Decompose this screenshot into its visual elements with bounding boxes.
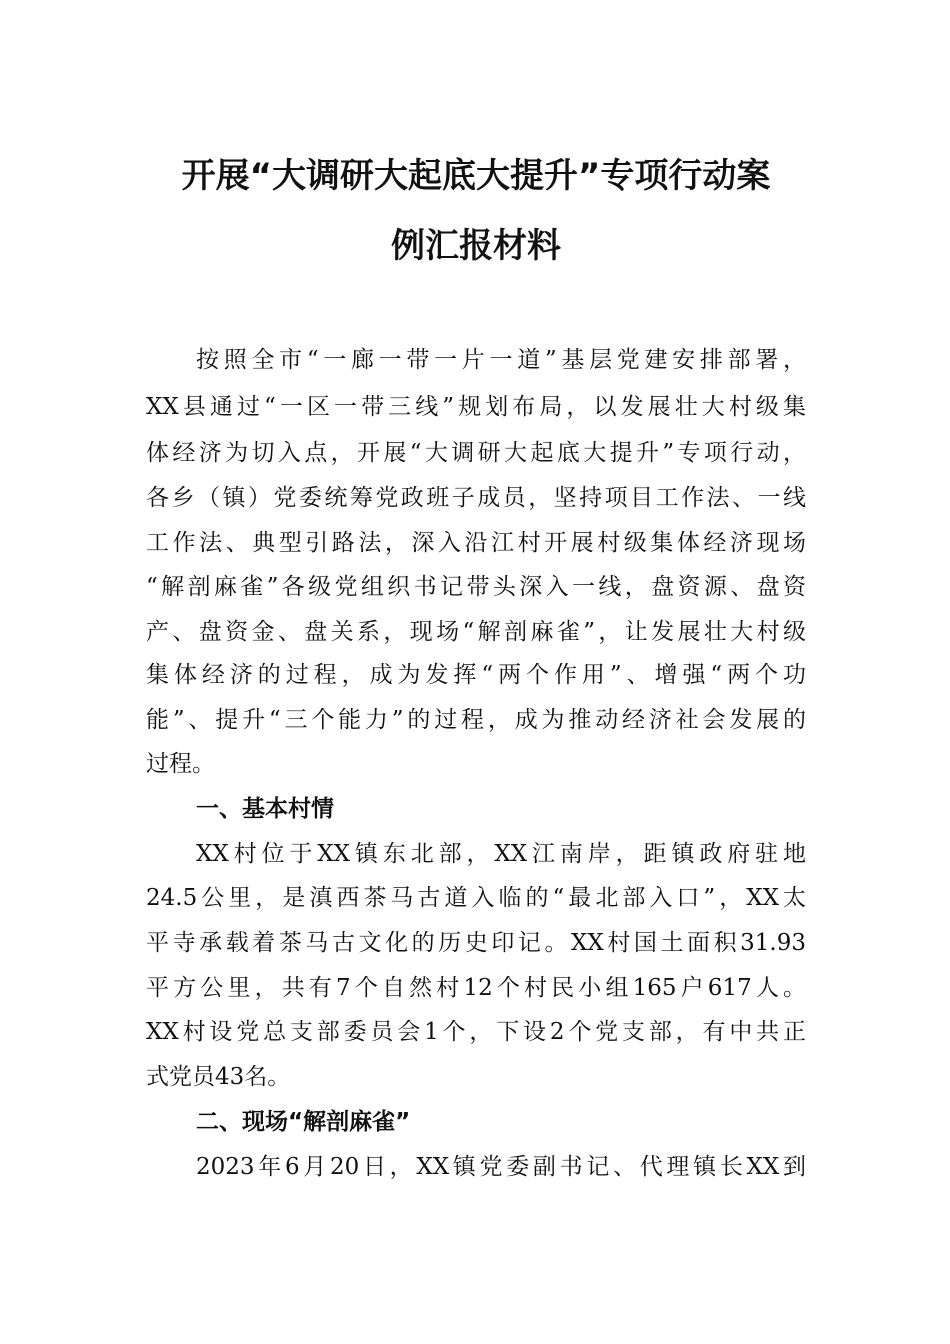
intro-line: 体经济为切入点，开展“大调研大起底大提升”专项行动， (146, 440, 806, 466)
intro-line: “解剖麻雀”各级党组织书记带头深入一线，盘资源、盘资 (146, 574, 806, 600)
intro-line: 过程。 (146, 751, 215, 777)
intro-line: XX县通过“一区一带三线”规划布局，以发展壮大村级集 (146, 394, 806, 420)
intro-line: 工作法、典型引路法，深入沿江村开展村级集体经济现场 (146, 530, 806, 556)
section1-line: XX村设党总支部委员会1个，下设2个党支部，有中共正 (146, 1019, 806, 1045)
section1-line: 24.5公里，是滇西茶马古道入临的“最北部入口”，XX太 (146, 885, 806, 911)
intro-line: 各乡（镇）党委统筹党政班子成员，坚持项目工作法、一线 (146, 485, 806, 511)
intro-line: 集体经济的过程，成为发挥“两个作用”、增强“两个功 (146, 662, 806, 688)
section1-line: 平方公里，共有7个自然村12个村民小组165户617人。 (146, 975, 806, 1001)
intro-line: 按照全市“一廊一带一片一道”基层党建安排部署， (196, 347, 806, 373)
section2-line: 2023年6月20日，XX镇党委副书记、代理镇长XX到 (196, 1154, 806, 1180)
section1-line: 平寺承载着茶马古文化的历史印记。XX村国土面积31.93 (146, 930, 806, 956)
section-heading-field-analysis: 二、现场“解剖麻雀” (196, 1109, 411, 1135)
document-title-line-2: 例汇报材料 (391, 226, 561, 266)
intro-line: 能”、提升“三个能力”的过程，成为推动经济社会发展的 (146, 707, 806, 733)
document-title-line-1: 开展“大调研大起底大提升”专项行动案 (181, 156, 771, 196)
section-heading-basic-info: 一、基本村情 (196, 796, 334, 822)
section1-line: XX村位于XX镇东北部，XX江南岸，距镇政府驻地 (196, 841, 806, 867)
section1-line: 式党员43名。 (146, 1064, 291, 1090)
intro-line: 产、盘资金、盘关系，现场“解剖麻雀”，让发展壮大村级 (146, 619, 806, 645)
